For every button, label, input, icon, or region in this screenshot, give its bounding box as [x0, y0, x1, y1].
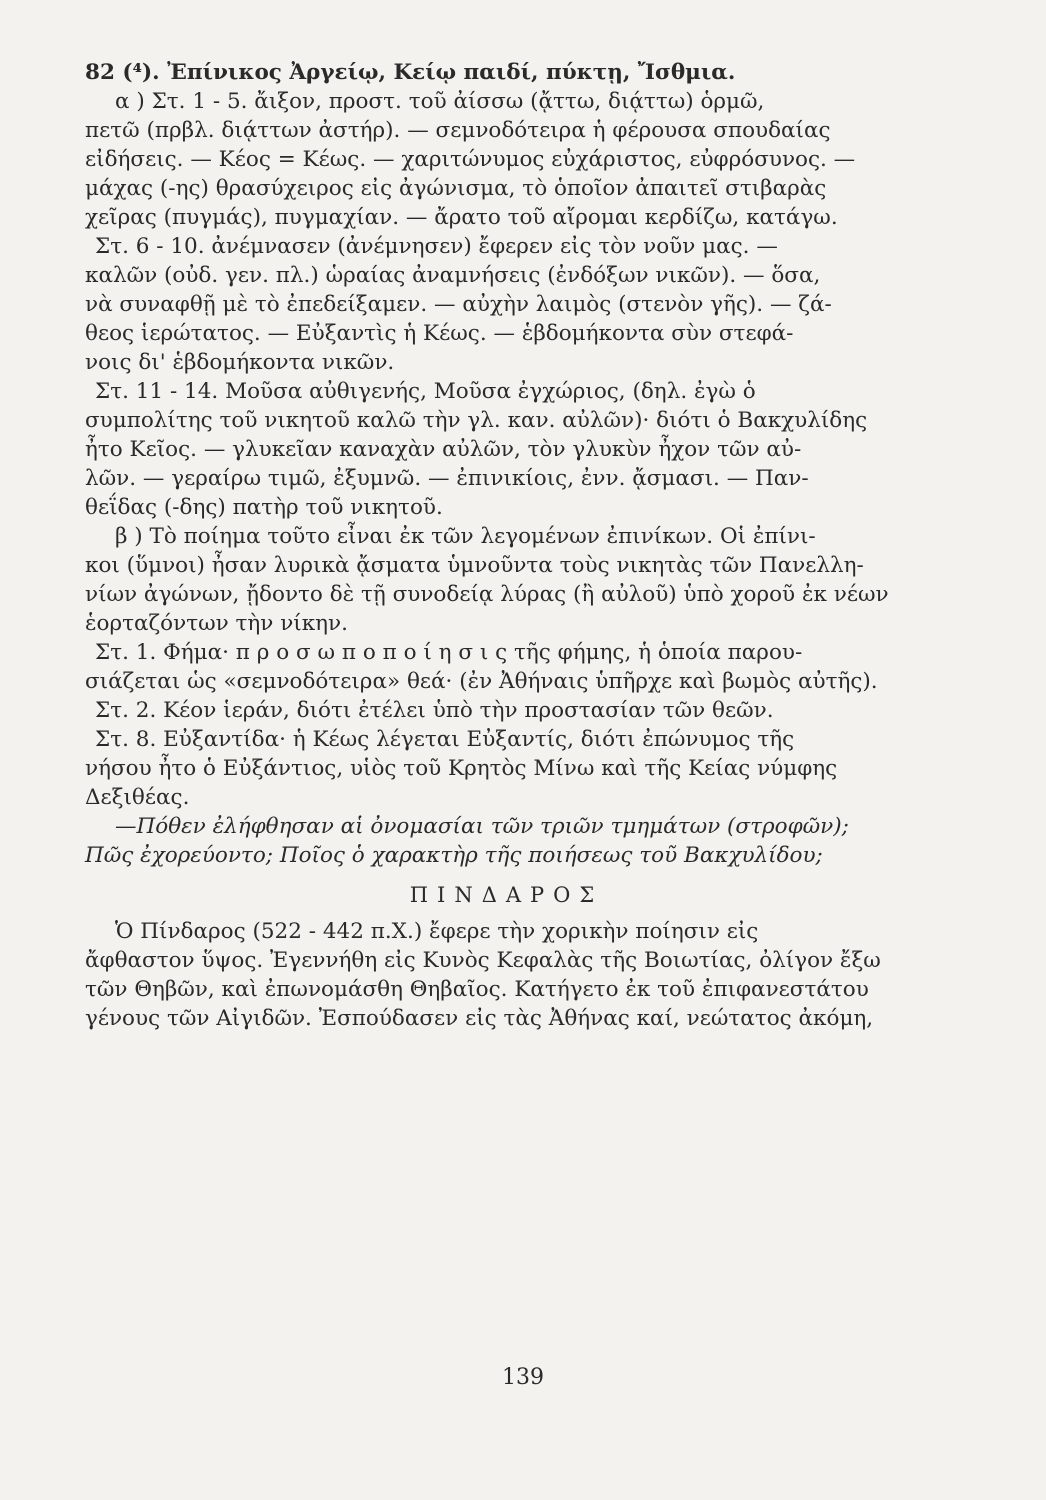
- lines-line: συμπολίτης τοῦ νικητοῦ καλῶ τὴν γλ. καν. αὐλῶν)· διότι ὁ Βακχυλίδης: [85, 408, 868, 433]
- lines-line: χεῖρας (πυγμάς), πυγμαχίαν. — ἄρατο τοῦ αἴρομαι κερδίζω, κατάγω.: [85, 205, 838, 230]
- lines-line: Στ. 1. Φήμα· π ρ ο σ ω π ο π ο ί η σ ι ς τῆς φήμης, ἡ ὁποία παρου-: [95, 640, 803, 665]
- lines-line: Στ. 11 - 14. Μοῦσα αὐθιγενής, Μοῦσα ἐγχώριος, (δηλ. ἐγὼ ὁ: [95, 379, 756, 404]
- page-number: 139: [502, 1365, 544, 1390]
- entry-heading: 82 (⁴). Ἐπίνικος Ἀργείῳ, Κείῳ παιδί, πύκτῃ, Ἴσθμια.: [85, 60, 736, 85]
- pindar-paragraph: [85, 917, 928, 1033]
- lines-line: καλῶν (οὐδ. γεν. πλ.) ὡραίας ἀναμνήσεις (ἐνδόξων νικῶν). — ὅσα,: [85, 263, 821, 288]
- lines-line: Στ. 8. Εὐξαντίδα· ἡ Κέως λέγεται Εὐξαντίς, διότι ἐπώνυμος τῆς: [95, 727, 795, 752]
- lines-line: πετῶ (πρβλ. διᾴττων ἀστήρ). — σεμνοδότειρα ἡ φέρουσα σπουδαίας: [85, 118, 831, 143]
- pindar-line: ἄφθαστον ὕψος. Ἐγεννήθη εἰς Κυνὸς Κεφαλὰς τῆς Βοιωτίας, ὀλίγον ἔξω: [85, 948, 881, 973]
- commentary-body: [85, 87, 928, 870]
- lines-line: Δεξιθέας.: [85, 785, 190, 810]
- pindar-line: Ὁ Πίνδαρος (522 - 442 π.Χ.) ἔφερε τὴν χορικὴν ποίησιν εἰς: [115, 919, 759, 944]
- lines-line: μάχας (-ης) θρασύχειρος εἰς ἀγώνισμα, τὸ ὁποῖον ἀπαιτεῖ στιβαρὰς: [85, 176, 827, 201]
- lines-line: σιάζεται ὡς «σεμνοδότειρα» θεά· (ἐν Ἀθήναις ὑπῆρχε καὶ βωμὸς αὐτῆς).: [85, 669, 878, 694]
- lines-line: νοις δι' ἑβδομήκοντα νικῶν.: [85, 350, 395, 375]
- lines-line: β ) Τὸ ποίημα τοῦτο εἶναι ἐκ τῶν λεγομένων ἐπινίκων. Οἱ ἐπίνι-: [115, 524, 816, 549]
- lines-line: θεος ἱερώτατος. — Εὐξαντὶς ἡ Κέως. — ἑβδομήκοντα σὺν στεφά-: [85, 321, 794, 346]
- lines-line: νήσου ἦτο ὁ Εὐξάντιος, υἱὸς τοῦ Κρητὸς Μίνω καὶ τῆς Κείας νύμφης: [85, 756, 838, 781]
- lines-line: νὰ συναφθῇ μὲ τὸ ἐπεδείξαμεν. — αὐχὴν λαιμὸς (στενὸν γῆς). — ζά-: [85, 292, 832, 317]
- lines-line: κοι (ὕμνοι) ἦσαν λυρικὰ ᾄσματα ὑμνοῦντα τοὺς νικητὰς τῶν Πανελλη-: [85, 553, 864, 578]
- lines-line: θεΐδας (-δης) πατὴρ τοῦ νικητοῦ.: [85, 495, 443, 520]
- lines-line: νίων ἀγώνων, ᾔδοντο δὲ τῇ συνοδείᾳ λύρας (ἢ αὐλοῦ) ὑπὸ χοροῦ ἐκ νέων: [85, 582, 889, 607]
- section-title: ΠΙΝΔΑΡΟΣ: [409, 883, 604, 907]
- lines-line: Πῶς ἐχορεύοντο; Ποῖος ὁ χαρακτὴρ τῆς ποιήσεως τοῦ Βακχυλίδου;: [85, 843, 823, 868]
- lines-line: ἑορταζόντων τὴν νίκην.: [85, 611, 348, 636]
- lines-line: Στ. 2. Κέον ἱεράν, διότι ἐτέλει ὑπὸ τὴν προστασίαν τῶν θεῶν.: [95, 698, 774, 723]
- lines-line: α ) Στ. 1 - 5. ἄιξον, προστ. τοῦ ἀίσσω (ᾄττω, διᾴττω) ὁρμῶ,: [115, 89, 765, 114]
- pindar-line: γένους τῶν Αἰγιδῶν. Ἐσπούδασεν εἰς τὰς Ἀθήνας καί, νεώτατος ἀκόμη,: [85, 1006, 874, 1031]
- lines-line: λῶν. — γεραίρω τιμῶ, ἐξυμνῶ. — ἐπινικίοις, ἐνν. ᾄσμασι. — Παν-: [85, 466, 809, 491]
- lines-line: —Πόθεν ἐλήφθησαν αἱ ὀνομασίαι τῶν τριῶν τμημάτων (στροφῶν);: [115, 814, 849, 839]
- lines-line: εἰδήσεις. — Κέος = Κέως. — χαριτώνυμος εὐχάριστος, εὐφρόσυνος. —: [85, 147, 856, 172]
- lines-line: ἦτο Κεῖος. — γλυκεῖαν καναχὰν αὐλῶν, τὸν γλυκὺν ἦχον τῶν αὐ-: [85, 437, 802, 462]
- lines-line: Στ. 6 - 10. ἀνέμνασεν (ἀνέμνησεν) ἔφερεν εἰς τὸν νοῦν μας. —: [95, 234, 778, 259]
- pindar-line: τῶν Θηβῶν, καὶ ἐπωνομάσθη Θηβαῖος. Κατήγετο ἐκ τοῦ ἐπιφανεστάτου: [85, 977, 869, 1002]
